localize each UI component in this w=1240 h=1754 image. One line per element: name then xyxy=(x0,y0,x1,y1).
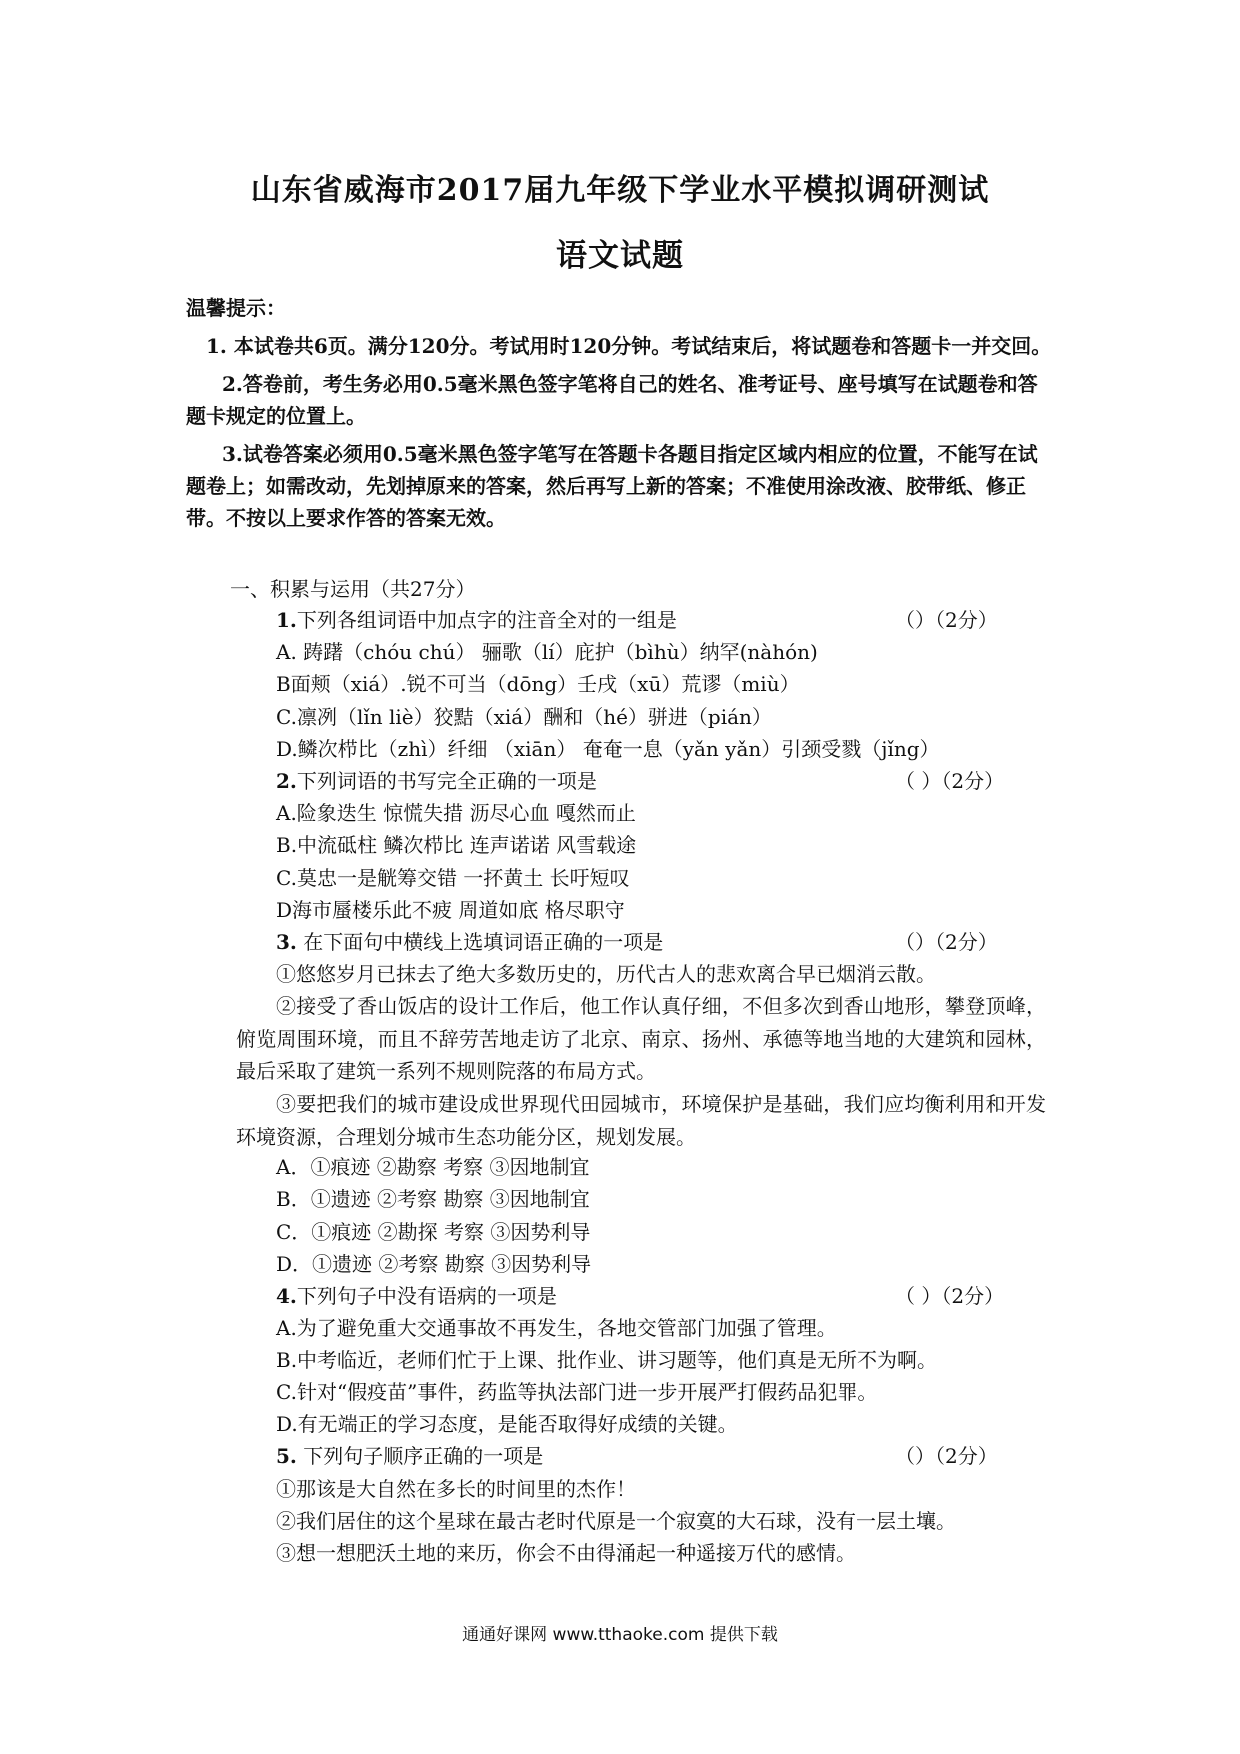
q4-option-d: D.有无端正的学习态度，是能否取得好成绩的关键。 xyxy=(276,1412,738,1436)
question-4-stem xyxy=(276,1282,557,1310)
q4-option-b: B.中考临近，老师们忙于上课、批作业、讲习题等，他们真是无所不为啊。 xyxy=(276,1348,938,1372)
q3-option-c: C．①痕迹 ②勘探 考察 ③因势利导 xyxy=(276,1220,591,1244)
q5-sentence-3: ③想一想肥沃土地的来历，你会不由得涌起一种遥接万代的感情。 xyxy=(276,1541,856,1565)
notice-item-2: 2.答卷前，考生务必用0.5毫米黑色签字笔将自己的姓名、准考证号、座号填写在试题卷和答题卡规定的位置上。 xyxy=(186,372,1038,428)
question-text: 在下面句中横线上选填词语正确的一项是 xyxy=(296,930,664,954)
question-5-score: （）（2分） xyxy=(895,1444,998,1468)
question-3-score: （）（2分） xyxy=(895,930,998,954)
notice-block xyxy=(186,292,1056,540)
question-3-stem xyxy=(276,928,663,956)
q1-option-d: D.鳞次栉比（zhì）纤细 （xiān） 奄奄一息（yǎn yǎn）引颈受戮（jǐng） xyxy=(276,737,940,761)
section-heading: 一、积累与运用（共27分） xyxy=(230,577,476,601)
question-text: 下列各组词语中加点字的注音全对的一组是 xyxy=(296,608,677,632)
q3-option-a: A．①痕迹 ②勘察 考察 ③因地制宜 xyxy=(276,1155,590,1179)
notice-heading: 温馨提示： xyxy=(186,296,286,320)
q3-option-b: B．①遗迹 ②考察 勘察 ③因地制宜 xyxy=(276,1187,590,1211)
q3-passage-2: ②接受了香山饭店的设计工作后，他工作认真仔细，不但多次到香山地形，攀登顶峰，俯览周围环境，而且不辞劳苦地走访了北京、南京、扬州、承德等地当地的大建筑和园林，最后采取了建筑一系列不规则院落的布局方式。 xyxy=(236,994,1046,1083)
question-1-stem xyxy=(276,606,677,634)
question-number: 5. xyxy=(276,1444,297,1468)
q2-option-d: D海市蜃楼乐此不疲 周道如底 格尽职守 xyxy=(276,898,625,922)
q4-option-c: C.针对“假疫苗”事件，药监等执法部门进一步开展严打假药品犯罪。 xyxy=(276,1380,878,1404)
q5-sentence-2: ②我们居住的这个星球在最古老时代原是一个寂寞的大石球，没有一层土壤。 xyxy=(276,1509,956,1533)
q1-option-b: B面颊（xiá）.锐不可当（dōng）壬戌（xū）荒谬（miù） xyxy=(276,672,800,696)
question-5-stem xyxy=(276,1442,543,1470)
q2-option-a: A.险象迭生 惊慌失措 沥尽心血 嘎然而止 xyxy=(276,801,636,825)
q4-option-a: A.为了避免重大交通事故不再发生，各地交管部门加强了管理。 xyxy=(276,1316,837,1340)
notice-item-1: 1. 本试卷共6页。满分120分。考试用时120分钟。考试结束后，将试题卷和答题卡一并交回。 xyxy=(206,334,1052,358)
question-number: 3. xyxy=(276,930,297,954)
notice-item-3: 3.试卷答案必须用0.5毫米黑色签字笔写在答题卡各题目指定区域内相应的位置，不能写在试题卷上；如需改动，先划掉原来的答案，然后再写上新的答案；不准使用涂改液、胶带纸、修正带。不按以上要求作答的答案无效。 xyxy=(186,442,1038,530)
question-text: 下列句子顺序正确的一项是 xyxy=(296,1444,544,1468)
page-title: 山东省威海市2017届九年级下学业水平模拟调研测试 xyxy=(250,173,990,208)
question-2-stem xyxy=(276,767,597,795)
q3-option-d: D．①遗迹 ②考察 勘察 ③因势利导 xyxy=(276,1252,592,1276)
question-1-score: （）（2分） xyxy=(895,608,998,632)
q1-option-c: C.凛冽（lǐn liè）狡黠（xiá）酬和（hé）骈进（pián） xyxy=(276,705,772,729)
page-subtitle: 语文试题 xyxy=(556,238,684,274)
q3-passage-1: ①悠悠岁月已抹去了绝大多数历史的，历代古人的悲欢离合早已烟消云散。 xyxy=(276,962,936,986)
question-4-score: （ ）（2分） xyxy=(895,1284,1005,1308)
q1-option-a: A. 踌躇（chóu chú） 骊歌（lí）庇护（bìhù）纳罕(nàhón) xyxy=(276,640,818,664)
question-text: 下列句子中没有语病的一项是 xyxy=(296,1284,557,1308)
q2-option-c: C.莫忠一是觥筹交错 一抔黄土 长吁短叹 xyxy=(276,866,630,890)
question-number: 4. xyxy=(276,1284,297,1308)
q2-option-b: B.中流砥柱 鳞次栉比 连声诺诺 风雪载途 xyxy=(276,833,637,857)
q5-sentence-1: ①那该是大自然在多长的时间里的杰作！ xyxy=(276,1477,636,1501)
question-text: 下列词语的书写完全正确的一项是 xyxy=(296,769,597,793)
q3-passage-3: ③要把我们的城市建设成世界现代田园城市，环境保护是基础，我们应均衡利用和开发环境资源，合理划分城市生态功能分区，规划发展。 xyxy=(236,1092,1046,1149)
footer-source: 通通好课网 www.tthaoke.com 提供下载 xyxy=(462,1625,778,1645)
question-2-score: （ ）（2分） xyxy=(895,769,1005,793)
question-number: 2. xyxy=(276,769,297,793)
question-number: 1. xyxy=(276,608,297,632)
